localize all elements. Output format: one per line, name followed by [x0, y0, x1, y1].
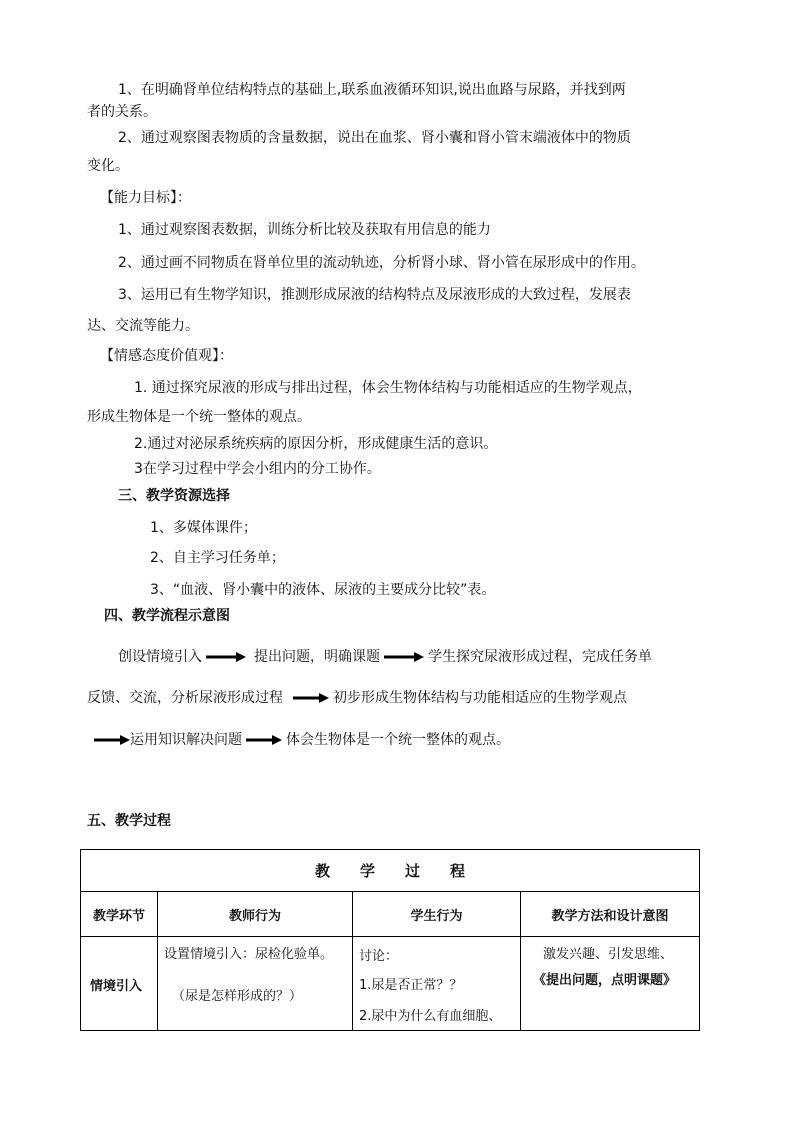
teacher-text: 设置情境引入：尿检化验单。: [164, 947, 334, 962]
student-text: 2.尿中为什么有血细胞、: [359, 1009, 502, 1024]
col-header-stage: 教学环节: [81, 892, 158, 937]
flow-line-3: [94, 730, 510, 750]
p-ability-3b: 达、交流等能力。: [87, 318, 199, 334]
process-table: [80, 849, 700, 1031]
p-emotion-1a: 1. 通过探究尿液的形成与排出过程，体会生物体结构与功能相适应的生物学观点，: [134, 380, 642, 396]
cell-teacher: [158, 937, 353, 1031]
arrow-right-icon: [246, 735, 282, 745]
teacher-text: （尿是怎样形成的？）: [172, 989, 303, 1004]
p-goal-2a: 2、通过观察图表物质的含量数据，说出在血浆、肾小囊和肾小管末端液体中的物质: [118, 130, 631, 146]
flow-line-1: [118, 647, 652, 667]
col-header-teacher: 教师行为: [158, 892, 353, 937]
student-text: 讨论：: [359, 949, 399, 964]
flow-step: 运用知识解决问题: [130, 732, 242, 748]
p-goal-1b: 者的关系。: [87, 104, 157, 120]
p-resource-1: 1、多媒体课件；: [150, 520, 257, 536]
p-goal-1a: 1、在明确肾单位结构特点的基础上,联系血液循环知识,说出血路与尿路，并找到两: [118, 82, 626, 98]
col-header-student: 学生行为: [353, 892, 521, 937]
heading-resources: 三、教学资源选择: [118, 488, 230, 504]
p-emotion-3: 3在学习过程中学会小组内的分工协作。: [134, 461, 381, 477]
flow-step: 体会生物体是一个统一整体的观点。: [286, 732, 510, 748]
heading-emotion: 【情感态度价值观】：: [100, 348, 233, 364]
table-title: 教 学 过 程: [81, 850, 700, 892]
heading-process: 五、教学过程: [87, 813, 171, 829]
cell-stage: [81, 937, 158, 1031]
flow-step: 提出问题，明确课题: [254, 649, 380, 665]
heading-flow: 四、教学流程示意图: [104, 608, 230, 624]
p-ability-1: 1、通过观察图表数据，训练分析比较及获取有用信息的能力: [118, 222, 491, 238]
p-resource-3: 3、“血液、肾小囊中的液体、尿液的主要成分比较”表。: [150, 582, 496, 598]
col-header-method: 教学方法和设计意图: [521, 892, 700, 937]
arrow-right-icon: [206, 652, 246, 662]
stage-label: 情境引入: [90, 979, 143, 994]
table-row: [81, 937, 700, 1031]
arrow-right-icon: [384, 652, 424, 662]
p-goal-2b: 变化。: [87, 158, 129, 174]
p-ability-2: 2、通过画不同物质在肾单位里的流动轨迹，分析肾小球、肾小管在尿形成中的作用。: [118, 255, 645, 271]
p-resource-2: 2、自主学习任务单；: [150, 550, 285, 566]
arrow-right-icon: [293, 693, 329, 703]
cell-method: [521, 937, 700, 1031]
student-text: 1.尿是否正常？？: [359, 978, 463, 993]
flow-step: 创设情境引入: [118, 649, 202, 665]
p-emotion-1b: 形成生物体是一个统一整体的观点。: [87, 409, 311, 425]
p-ability-3a: 3、运用已有生物学知识，推测形成尿液的结构特点及尿液形成的大致过程，发展表: [118, 287, 631, 303]
arrow-right-icon: [94, 735, 130, 745]
flow-step: 初步形成生物体结构与功能相适应的生物学观点: [333, 690, 627, 706]
method-text: 激发兴趣、引发思维、: [543, 947, 674, 962]
flow-line-2: [87, 688, 627, 708]
heading-ability: 【能力目标】：: [100, 190, 191, 206]
flow-step: 反馈、交流，分析尿液形成过程: [87, 690, 283, 706]
cell-student: [353, 937, 521, 1031]
p-emotion-2: 2.通过对泌尿系统疾病的原因分析，形成健康生活的意识。: [134, 436, 498, 452]
method-text: 《提出问题，点明课题》: [533, 973, 677, 988]
flow-step: 学生探究尿液形成过程，完成任务单: [428, 649, 652, 665]
